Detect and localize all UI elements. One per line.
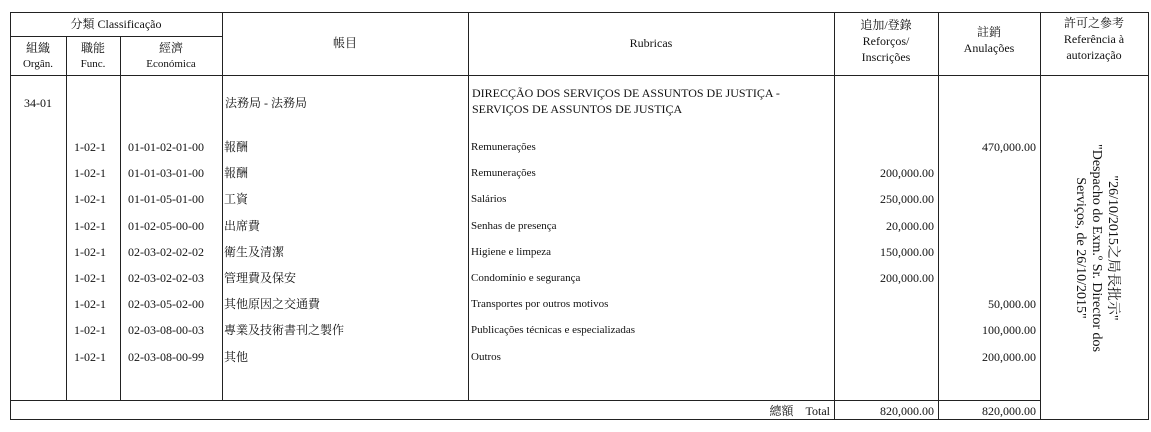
rule-col-reforco (938, 12, 939, 420)
rule-col-zh (468, 12, 469, 400)
row-func: 1-02-1 (74, 140, 106, 154)
header-reforcos-pt2: Inscrições (861, 50, 911, 64)
row-item-zh: 專業及技術書刊之製作 (224, 323, 345, 337)
row-item-pt: Publicações técnicas e especializadas (471, 324, 636, 336)
row-anulacao: 100,000.00 (982, 323, 1036, 337)
rule-col-econ (222, 12, 223, 400)
row-econ: 02-03-08-00-99 (128, 350, 204, 364)
header-anulacoes-pt: Anulações (963, 41, 1015, 55)
authorization-line-1: "26/10/2015之局長批示" (1105, 175, 1120, 321)
row-item-zh: 其他原因之交通費 (224, 297, 321, 311)
rule-total-top (10, 400, 1040, 401)
row-econ: 01-01-02-01-00 (128, 140, 204, 154)
row-reforco: 200,000.00 (880, 271, 934, 285)
rule-col-organ (66, 36, 67, 400)
row-item-pt: Salários (471, 193, 507, 205)
row-reforco: 250,000.00 (880, 192, 934, 206)
row-func: 1-02-1 (74, 192, 106, 206)
header-anulacoes-zh: 註銷 (976, 25, 1001, 39)
row-func: 1-02-1 (74, 323, 106, 337)
header-referencia-zh: 許可之參考 (1063, 16, 1124, 30)
org-name-pt-2: SERVIÇOS DE ASSUNTOS DE JUSTIÇA (472, 102, 683, 116)
header-econ-zh: 經濟 (158, 41, 183, 55)
row-item-zh: 工資 (224, 192, 249, 206)
row-item-zh: 管理費及保安 (224, 271, 297, 285)
row-func: 1-02-1 (74, 219, 106, 233)
rule-col-func (120, 36, 121, 400)
row-item-pt: Outros (471, 351, 501, 363)
header-referencia-pt2: autorização (1066, 48, 1122, 62)
header-reforcos-zh: 追加/登錄 (860, 18, 912, 32)
org-name-zh: 法務局 - 法務局 (225, 96, 307, 110)
row-item-zh: 衛生及清潔 (224, 245, 285, 259)
rule-col-anulacao (1040, 12, 1041, 420)
row-item-zh: 報酬 (224, 140, 249, 154)
rule-left (10, 12, 11, 420)
row-item-zh: 報酬 (224, 166, 249, 180)
header-reforcos-pt1: Reforços/ (862, 34, 910, 48)
row-econ: 02-03-08-00-03 (128, 323, 204, 337)
row-item-pt: Higiene e limpeza (471, 246, 552, 258)
rule-col-pt (834, 12, 835, 420)
row-func: 1-02-1 (74, 297, 106, 311)
row-anulacao: 50,000.00 (988, 297, 1036, 311)
row-func: 1-02-1 (74, 166, 106, 180)
org-code: 34-01 (24, 96, 52, 110)
row-econ: 01-01-03-01-00 (128, 166, 204, 180)
header-organ-zh: 組織 (25, 41, 50, 55)
row-item-pt: Remunerações (471, 141, 536, 153)
row-func: 1-02-1 (74, 350, 106, 364)
row-reforco: 200,000.00 (880, 166, 934, 180)
row-econ: 02-03-02-02-03 (128, 271, 204, 285)
row-func: 1-02-1 (74, 271, 106, 285)
row-item-pt: Remunerações (471, 167, 536, 179)
row-econ: 01-01-05-01-00 (128, 192, 204, 206)
header-referencia-pt1: Referência à (1063, 32, 1125, 46)
row-item-zh: 其他 (224, 350, 249, 364)
row-anulacao: 200,000.00 (982, 350, 1036, 364)
rule-header-bottom (10, 75, 1149, 76)
row-econ: 02-03-05-02-00 (128, 297, 204, 311)
header-item-zh: 帳目 (332, 36, 357, 50)
authorization-line-3: Serviços, de 26/10/2015" (1073, 177, 1088, 319)
header-econ-pt: Económica (146, 58, 196, 70)
authorization-line-2: "Despacho do Exm.º Sr. Director dos (1089, 144, 1104, 352)
row-econ: 01-02-05-00-00 (128, 219, 204, 233)
row-reforco: 20,000.00 (886, 219, 934, 233)
header-func-pt: Func. (80, 58, 106, 70)
row-anulacao: 470,000.00 (982, 140, 1036, 154)
row-item-pt: Senhas de presença (471, 220, 557, 232)
org-name-pt-1: DIRECÇÃO DOS SERVIÇOS DE ASSUNTOS DE JUSTIÇA - (472, 86, 780, 100)
row-item-pt: Transportes por outros motivos (471, 298, 609, 310)
header-rubricas: Rubricas (629, 36, 673, 50)
rule-class-sub (10, 36, 222, 37)
header-classification: 分類 Classificação (70, 17, 162, 31)
header-organ-pt: Orgân. (22, 58, 54, 70)
row-econ: 02-03-02-02-02 (128, 245, 204, 259)
header-func-zh: 職能 (80, 41, 105, 55)
total-label: 總額 Total (769, 404, 830, 418)
authorization-reference (1042, 78, 1150, 418)
row-reforco: 150,000.00 (880, 245, 934, 259)
row-func: 1-02-1 (74, 245, 106, 259)
row-item-zh: 出席費 (224, 219, 261, 233)
rule-top (10, 12, 1149, 13)
rule-bottom (10, 419, 1149, 420)
row-item-pt: Condomínio e segurança (471, 272, 581, 284)
total-anulacao: 820,000.00 (982, 404, 1036, 418)
total-reforco: 820,000.00 (880, 404, 934, 418)
